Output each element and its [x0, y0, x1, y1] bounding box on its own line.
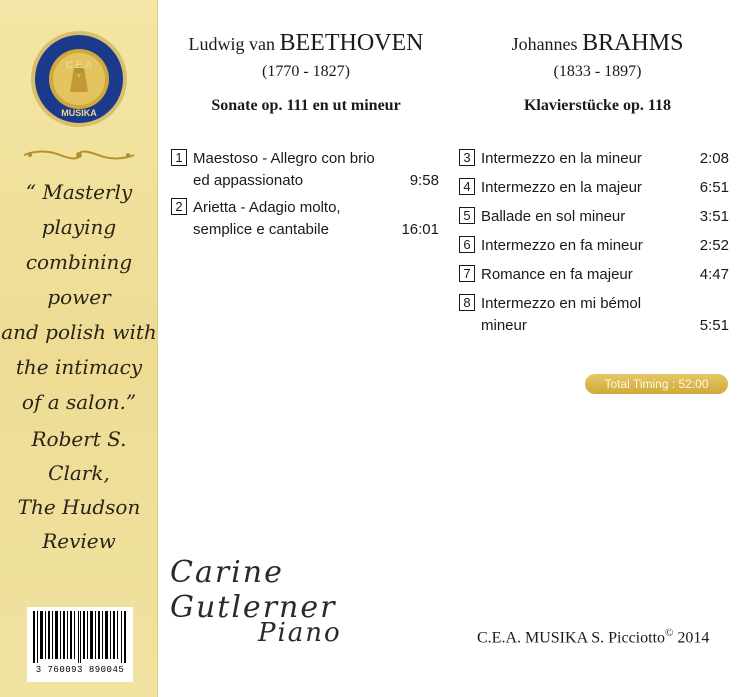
track-item	[459, 206, 729, 228]
total-timing-badge: Total Timing : 52:00	[585, 374, 728, 394]
track-duration: 2:52	[699, 237, 729, 254]
composer-first-name: Johannes	[511, 34, 578, 54]
track-number: 8	[459, 294, 475, 311]
track-title	[481, 293, 729, 337]
track-duration: 16:01	[401, 221, 439, 238]
beethoven-header	[168, 30, 444, 115]
cea-musika-logo	[30, 30, 128, 128]
composer-last-name: BEETHOVEN	[279, 30, 424, 56]
composer-dates: (1833 - 1897)	[553, 63, 642, 80]
label-year: 2014	[677, 629, 710, 647]
track-duration: 5:51	[699, 317, 729, 334]
track-title-line: ed appassionato	[193, 172, 304, 189]
quote-line: “ Masterly	[25, 180, 133, 204]
label-name: C.E.A. MUSIKA S. Picciotto	[477, 629, 666, 647]
track-item	[171, 148, 439, 192]
composer-last-name: BRAHMS	[582, 30, 684, 56]
logo-top-text: C.E.A	[65, 60, 93, 71]
track-title	[193, 197, 439, 241]
composer-name	[455, 30, 740, 57]
track-title-line: Intermezzo en mi bémol	[481, 295, 642, 312]
composer-first-name: Ludwig van	[188, 34, 275, 54]
track-item	[459, 235, 729, 257]
attribution-line: The Hudson	[17, 495, 141, 519]
quote-attribution	[0, 422, 158, 558]
copyright-symbol: ©	[665, 627, 674, 639]
track-number: 1	[171, 149, 187, 166]
track-duration: 6:51	[699, 179, 729, 196]
work-title: Klavierstücke op. 118	[523, 97, 672, 114]
attribution-line: Clark,	[48, 461, 110, 485]
track-duration: 9:58	[409, 172, 439, 189]
composer-dates: (1770 - 1827)	[262, 63, 350, 80]
brahms-track-list	[459, 148, 729, 344]
record-label-credit	[477, 627, 709, 647]
track-number: 2	[171, 198, 187, 215]
work-title: Sonate op. 111 en ut mineur	[211, 97, 401, 114]
quote-line: power	[47, 285, 111, 309]
barcode-icon	[33, 611, 127, 663]
quote-line: combining	[25, 250, 133, 274]
track-title: Intermezzo en fa mineur	[481, 237, 643, 254]
track-number: 3	[459, 149, 475, 166]
track-duration: 4:47	[699, 266, 729, 283]
barcode-number: 3 760093 890045	[35, 665, 125, 675]
track-item	[459, 177, 729, 199]
track-title-line: semplice e cantabile	[193, 221, 329, 238]
track-item	[459, 148, 729, 170]
composer-name	[168, 30, 444, 57]
press-quote	[0, 175, 158, 420]
track-duration: 2:08	[699, 150, 729, 167]
sidebar-panel	[0, 0, 158, 697]
track-item	[459, 293, 729, 337]
performer-name: Carine Gutlerner	[170, 555, 337, 625]
track-title	[193, 148, 439, 192]
attribution-line: Review	[42, 529, 116, 553]
track-title-line: Arietta - Adagio molto,	[193, 199, 341, 216]
track-title: Ballade en sol mineur	[481, 208, 626, 225]
track-title: Intermezzo en la mineur	[481, 150, 642, 167]
track-duration: 3:51	[699, 208, 729, 225]
quote-line: and polish with	[1, 320, 157, 344]
track-number: 7	[459, 265, 475, 282]
quote-line: the intimacy	[15, 355, 143, 379]
quote-line: of a salon.”	[21, 390, 137, 414]
barcode	[27, 607, 133, 682]
ornament-divider-icon	[22, 148, 136, 162]
instrument-label: Piano	[258, 618, 342, 648]
track-title-line: mineur	[481, 317, 527, 334]
track-item	[459, 264, 729, 286]
beethoven-track-list	[171, 148, 439, 246]
track-number: 4	[459, 178, 475, 195]
track-title-line: Maestoso - Allegro con brio	[193, 150, 375, 167]
track-title: Intermezzo en la majeur	[481, 179, 642, 196]
track-number: 6	[459, 236, 475, 253]
quote-line: playing	[41, 215, 117, 239]
track-item	[171, 197, 439, 241]
track-title: Romance en fa majeur	[481, 266, 633, 283]
track-number: 5	[459, 207, 475, 224]
logo-bottom-text: MUSIKA	[61, 108, 97, 118]
attribution-line: Robert S.	[31, 427, 127, 451]
brahms-header	[455, 30, 740, 115]
